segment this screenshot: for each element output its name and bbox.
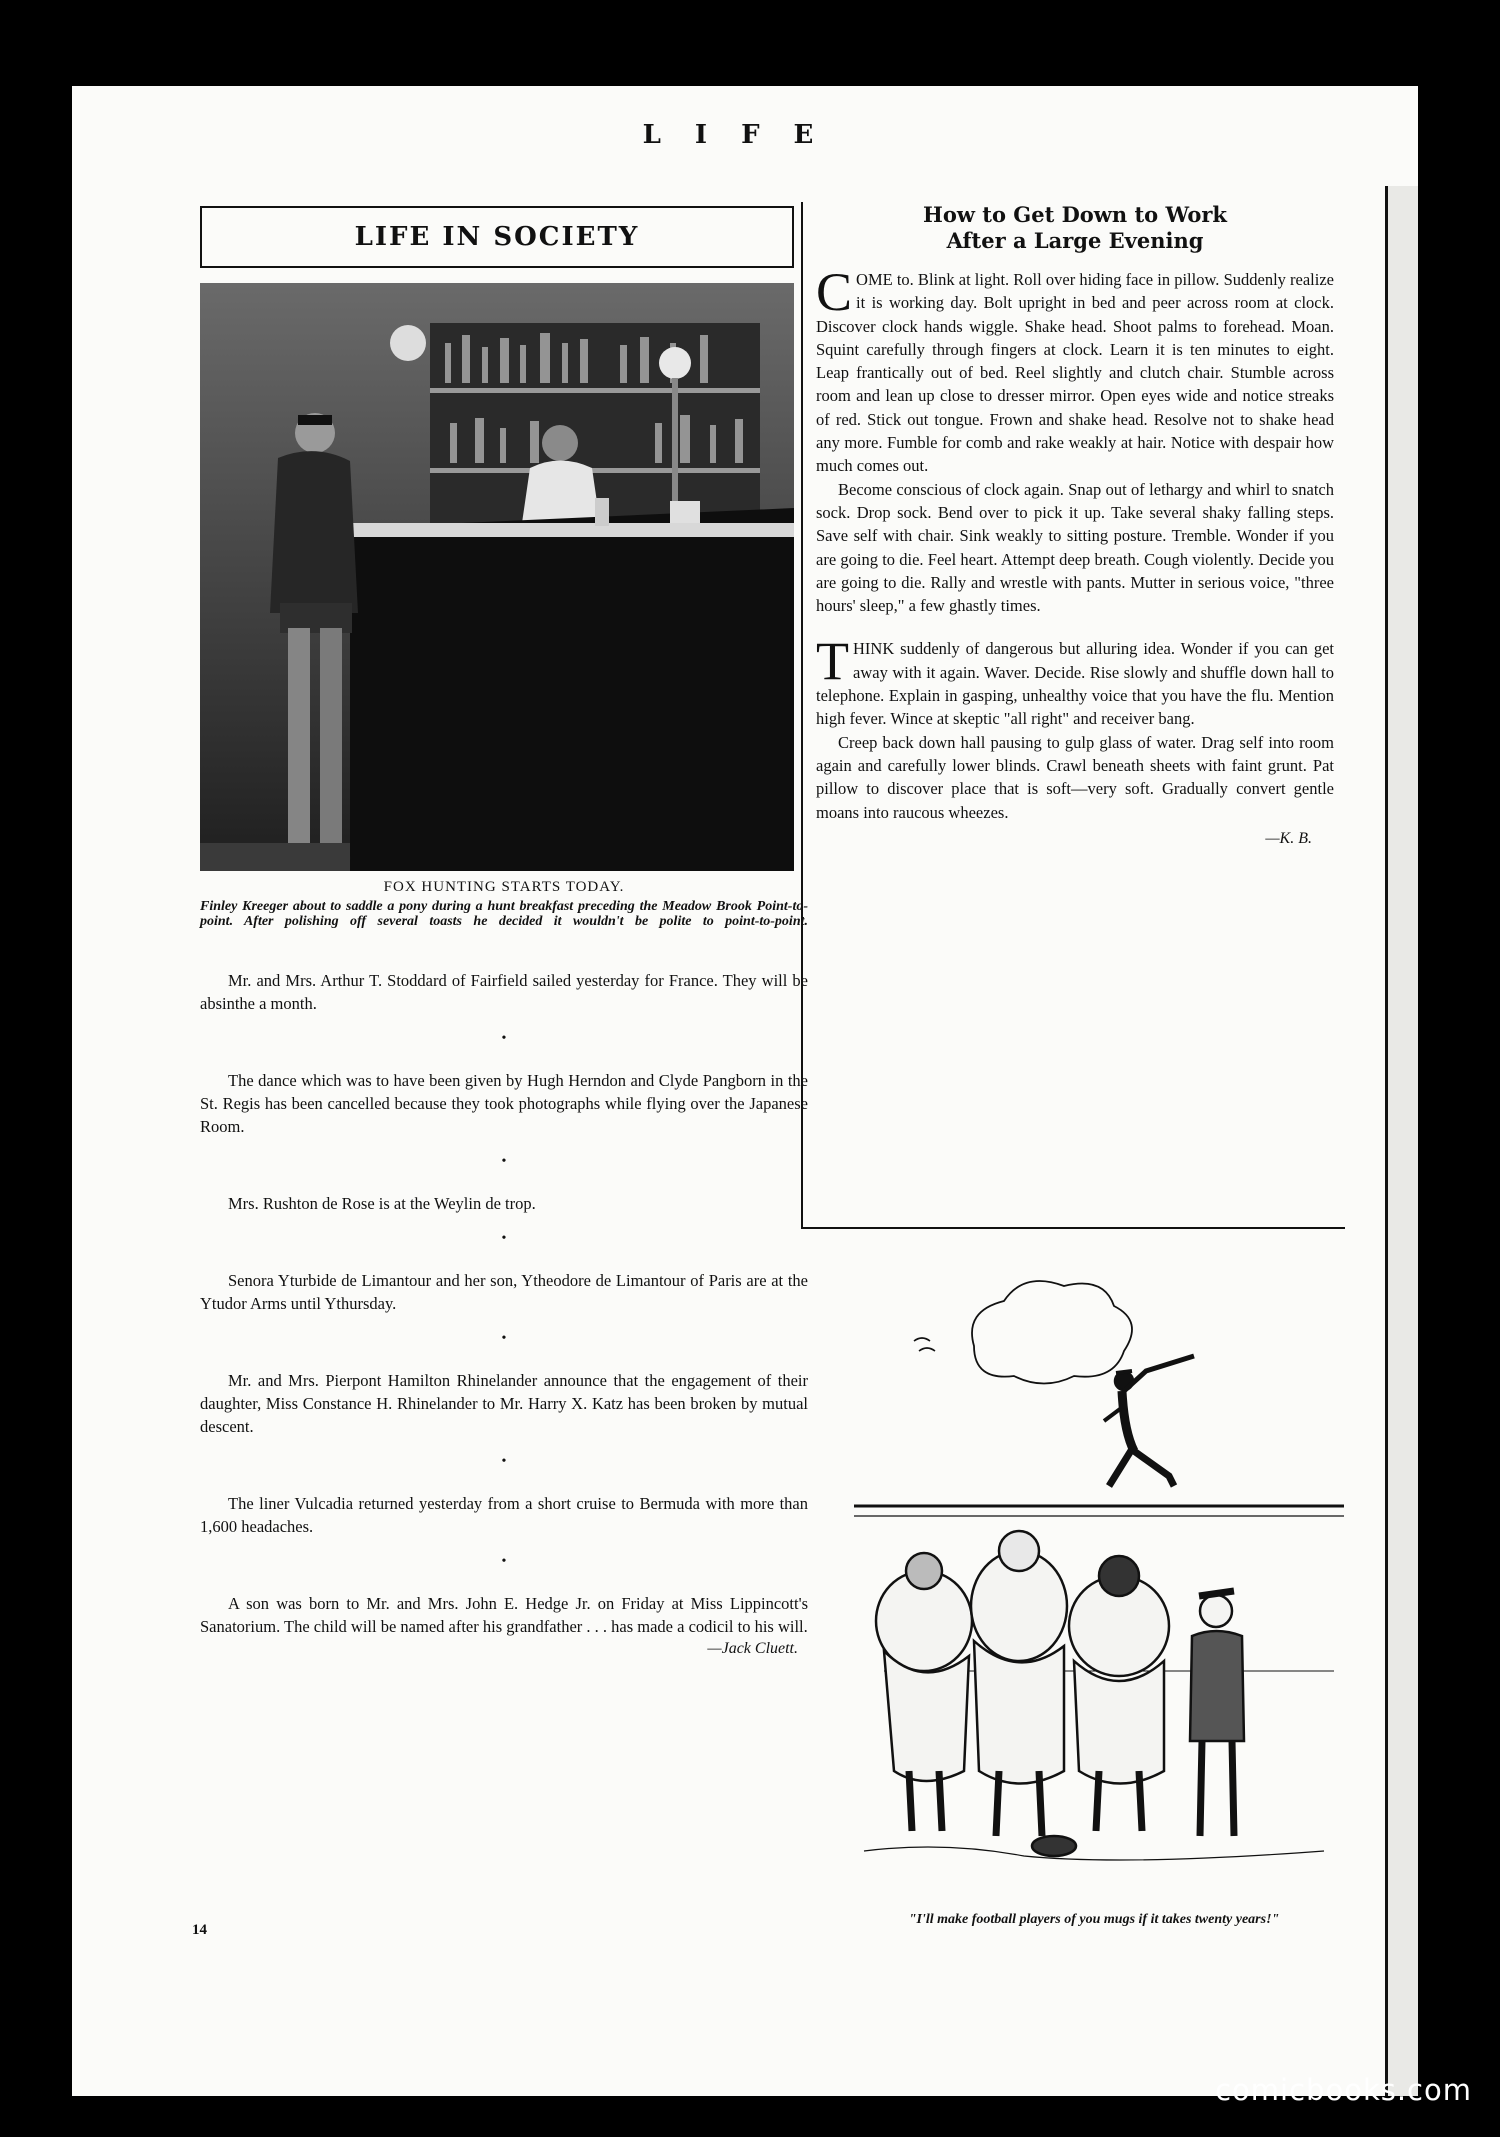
bullet-separator: • [501, 1031, 507, 1046]
society-item: Senora Yturbide de Limantour and her son, Ytheodore de Limantour of Paris are at the Ytudor Arms until Ythursday. [200, 1271, 808, 1313]
article-paragraph: Become conscious of clock again. Snap out of lethargy and whirl to snatch sock. Drop sock. Bend over to pick it up. Take several shaky falling steps. Save self with chair. Sink weakly to sitting posture. Tremble. Wonder if you are going to die. Feel heart. Attempt deep breath. Cough violently. Decide you are going to die. Rally and wrestle with pants. Mutter in serious voice, "three hours' sleep," a few ghastly times. [816, 479, 1334, 616]
article-paragraph: Creep back down hall pausing to gulp glass of water. Drag self into room again and carefully lower blinds. Crawl beneath sheets with faint grunt. Pat pillow to discover place that is soft—very soft. Gradually convert gentle moans into raucous wheezes. [816, 732, 1334, 822]
bullet-separator: • [501, 1554, 507, 1569]
society-heading: LIFE IN SOCIETY [200, 206, 794, 268]
society-items [200, 969, 808, 1658]
photo-caption-title: FOX HUNTING STARTS TODAY. [383, 879, 625, 895]
article-signature: —K. B. [1265, 829, 1312, 847]
society-item: The dance which was to have been given by Hugh Herndon and Clyde Pangborn in the St. Regis has been cancelled because they took photographs while flying over the Japanese Room. [200, 1071, 808, 1136]
society-item: Mrs. Rushton de Rose is at the Weylin de trop. [228, 1194, 536, 1213]
society-column [200, 206, 808, 1658]
bar-photograph [200, 283, 794, 871]
masthead: LIFE [642, 120, 848, 150]
paragraph-text: HINK suddenly of dangerous but alluring idea. Wonder if you can get away with it again. Waver. Decide. Rise slowly and shuffle down hall to telephone. Explain in gasping, unhealthy voice that you have the flu. Mention high fever. Wince at skeptic "all right" and receiver bang. [816, 639, 1334, 729]
article-bottom-rule [801, 1227, 1345, 1229]
article-title [816, 202, 1334, 254]
drop-cap: T [816, 631, 849, 692]
society-signature: —Jack Cluett. [707, 1640, 798, 1657]
bullet-separator: • [501, 1454, 507, 1469]
football-cartoon [824, 1251, 1364, 1901]
article-paragraph [816, 262, 1334, 478]
drop-cap: C [816, 262, 853, 322]
article-title-line: After a Large Evening [946, 228, 1204, 253]
magazine-page [72, 86, 1418, 2096]
bullet-separator: • [501, 1231, 507, 1246]
society-item: Mr. and Mrs. Arthur T. Stoddard of Fairfield sailed yesterday for France. They will be absinthe a month. [200, 971, 808, 1013]
society-item: A son was born to Mr. and Mrs. John E. Hedge Jr. on Friday at Miss Lippincott's Sanatorium. The child will be named after his grandfather . . . has made a codicil to his will. [200, 1594, 808, 1636]
society-item: Mr. and Mrs. Pierpont Hamilton Rhinelander announce that the engagement of their daughter, Miss Constance H. Rhinelander to Mr. Harry X. Katz has been broken by mutual descent. [200, 1371, 808, 1436]
article-title-line: How to Get Down to Work [923, 202, 1227, 227]
facing-page-edge [1385, 186, 1418, 2096]
article-column [816, 202, 1334, 848]
site-watermark: comicbooks.com [1215, 2073, 1472, 2107]
society-item: The liner Vulcadia returned yesterday from a short cruise to Bermuda with more than 1,600 headaches. [200, 1494, 808, 1536]
photo-caption-body: Finley Kreeger about to saddle a pony during a hunt breakfast preceding the Meadow Brook Point-to-point. After polishing off several toasts he decided it wouldn't be polite to point-to-point. [200, 899, 808, 929]
bullet-separator: • [501, 1331, 507, 1346]
article-paragraph [816, 631, 1334, 730]
cartoon-caption: "I'll make football players of you mugs if it takes twenty years!" [908, 1912, 1280, 1927]
paragraph-text: OME to. Blink at light. Roll over hiding face in pillow. Suddenly realize it is working day. Bolt upright in bed and peer across room at clock. Discover clock hands wiggle. Shake head. Shoot palms to forehead. Moan. Squint carefully through fingers at clock. Learn it is ten minutes to eight. Leap frantically out of bed. Reel slightly and clutch chair. Stumble across room and lean up close to dresser mirror. Open eyes wide and notice streaks of red. Stick out tongue. Frown and shake head. Resolve not to shake head any more. Fumble for comb and rake weakly at hair. Notice with despair how much comes out. [816, 270, 1334, 476]
bullet-separator: • [501, 1154, 507, 1169]
page-number: 14 [192, 1922, 207, 1938]
